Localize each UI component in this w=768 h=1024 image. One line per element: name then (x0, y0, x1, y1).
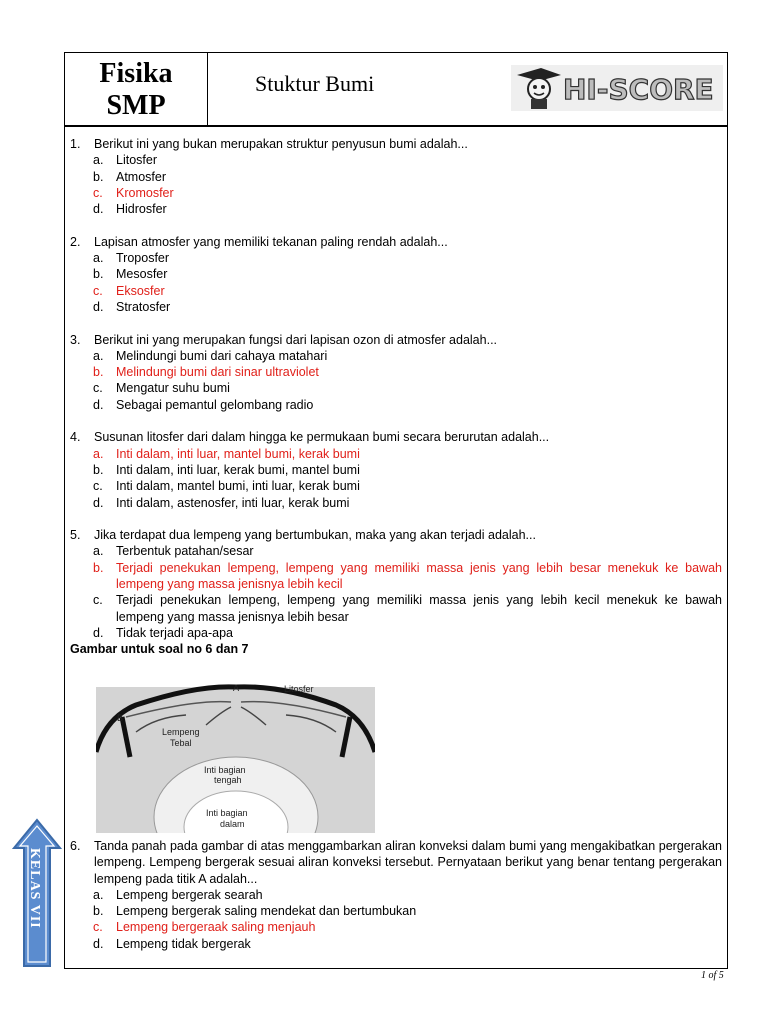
kelas-vii-arrow (12, 818, 62, 968)
answer-option (70, 299, 722, 315)
answer-option (70, 266, 722, 282)
question-block (70, 332, 722, 413)
option-text: Terbentuk patahan/sesar (116, 544, 254, 559)
subject-level: SMP (106, 90, 166, 121)
option-text: Lempeng tidak bergerak (116, 936, 251, 951)
question-text: Tanda panah pada gambar di atas menggambarkan aliran konveksi dalam bumi yang mengakibatkan pergerakan lempeng. Lempeng bergerak sesuai aliran konveksi tersebut. Pernyataan berikut yang benar tentang pergerakan lempeng pada titik A adalah... (94, 839, 722, 886)
option-text: Inti dalam, inti luar, mantel bumi, kerak bumi (116, 446, 360, 461)
figure-caption: Gambar untuk soal no 6 dan 7 (70, 642, 249, 657)
option-letter: a. (93, 153, 104, 168)
answer-option-correct (70, 364, 722, 380)
answer-option (70, 250, 722, 266)
label-a: A (233, 683, 240, 693)
option-text: Lempeng bergerak searah (116, 887, 263, 902)
question-number: 4. (70, 430, 81, 445)
option-text: Inti dalam, inti luar, kerak bumi, mantel bumi (116, 462, 360, 477)
question-stem (70, 136, 722, 152)
answer-option (70, 625, 722, 641)
option-letter: a. (93, 887, 104, 902)
question-block (70, 429, 722, 510)
label-inti-tengah-2: tengah (214, 775, 242, 785)
question-stem (70, 527, 722, 543)
question-stem (70, 234, 722, 250)
option-letter: b. (93, 267, 104, 282)
logo-text: HI-SCORE (563, 73, 714, 106)
option-letter: b. (93, 560, 104, 575)
option-letter: a. (93, 348, 104, 363)
questions-part-b (70, 838, 722, 952)
label-litosfer: Litosfer (284, 684, 314, 694)
answer-option (70, 201, 722, 217)
option-text: Eksosfer (116, 283, 165, 298)
earth-structure-diagram (96, 657, 375, 833)
option-letter: d. (93, 397, 104, 412)
option-text: Lempeng bergeraak saling menjauh (116, 920, 316, 935)
option-letter: b. (93, 365, 104, 380)
answer-option (70, 936, 722, 952)
question-gap (70, 413, 722, 429)
option-text: Lempeng bergerak saling mendekat dan bertumbukan (116, 904, 417, 919)
option-letter: a. (93, 544, 104, 559)
answer-option-correct (70, 446, 722, 462)
question-list (70, 136, 722, 658)
option-text: Stratosfer (116, 299, 171, 314)
question-text: Berikut ini yang merupakan fungsi dari lapisan ozon di atmosfer adalah... (94, 332, 498, 347)
option-letter: c. (93, 920, 103, 935)
label-tebal: Tebal (170, 738, 192, 748)
question-text: Lapisan atmosfer yang memiliki tekanan paling rendah adalah... (94, 234, 448, 249)
option-text: Atmosfer (116, 169, 167, 184)
question-number: 3. (70, 332, 81, 347)
hi-score-logo (511, 65, 723, 111)
question-number: 2. (70, 234, 81, 249)
option-text: Litosfer (116, 153, 157, 168)
question-stem (70, 332, 722, 348)
answer-option (70, 495, 722, 511)
option-text: Melindungi bumi dari sinar ultraviolet (116, 365, 319, 380)
option-letter: c. (93, 283, 103, 298)
answer-option (70, 592, 722, 625)
question-text: Berikut ini yang bukan merupakan struktur penyusun bumi adalah... (94, 137, 468, 151)
option-letter: c. (93, 185, 103, 200)
option-text: Mesosfer (116, 267, 168, 282)
questions-part-a (70, 136, 722, 641)
option-letter: d. (93, 495, 104, 510)
option-text: Hidrosfer (116, 202, 167, 217)
answer-option-correct (70, 283, 722, 299)
answer-option (70, 169, 722, 185)
question-block (70, 234, 722, 315)
question-block (70, 527, 722, 641)
answer-option (70, 348, 722, 364)
label-inti-dalam-1: Inti bagian (206, 808, 248, 818)
question-number: 6. (70, 839, 81, 853)
page-title: Stuktur Bumi (255, 71, 375, 96)
answer-option (70, 478, 722, 494)
option-text: Melindungi bumi dari cahaya matahari (116, 348, 328, 363)
question-gap (70, 511, 722, 527)
question-stem (70, 838, 722, 887)
option-letter: c. (93, 593, 103, 608)
answer-option (70, 903, 722, 919)
answer-option (70, 152, 722, 168)
question-block (70, 136, 722, 217)
option-letter: a. (93, 251, 104, 266)
label-lempeng: Lempeng (162, 727, 200, 737)
answer-option-correct (70, 560, 722, 593)
option-text: Terjadi penekukan lempeng, lempeng yang memiliki massa jenis yang lebih kecil menekuk ke bawah lempeng yang massa jenisnya lebih besar (116, 593, 722, 624)
option-letter: d. (93, 202, 104, 217)
option-text: Troposfer (116, 251, 170, 266)
subject-title: Fisika (99, 58, 173, 89)
option-letter: d. (93, 936, 104, 951)
answer-option (70, 380, 722, 396)
option-text: Mengatur suhu bumi (116, 381, 230, 396)
header (65, 53, 727, 127)
question-number: 1. (70, 137, 81, 151)
question-text: Susunan litosfer dari dalam hingga ke permukaan bumi secara berurutan adalah... (94, 430, 550, 445)
question-block (70, 838, 722, 952)
option-text: Inti dalam, astenosfer, inti luar, kerak bumi (116, 495, 350, 510)
question-text: Jika terdapat dua lempeng yang bertumbukan, maka yang akan terjadi adalah... (94, 528, 536, 543)
question-gap (70, 315, 722, 331)
option-text: Tidak terjadi apa-apa (116, 625, 233, 640)
answer-option (70, 543, 722, 559)
option-letter: a. (93, 446, 104, 461)
question-stem (70, 429, 722, 445)
class-label: KELAS VII (27, 848, 42, 929)
option-letter: d. (93, 299, 104, 314)
answer-option-correct (70, 185, 722, 201)
option-letter: b. (93, 462, 104, 477)
label-inti-tengah-1: Inti bagian (204, 765, 246, 775)
subject-box (65, 53, 208, 125)
answer-option (70, 887, 722, 903)
question-number: 5. (70, 528, 81, 543)
label-inti-dalam-2: dalam (220, 819, 245, 829)
option-text: Kromosfer (116, 185, 174, 200)
option-letter: c. (93, 479, 103, 494)
answer-option (70, 397, 722, 413)
answer-option (70, 462, 722, 478)
option-letter: d. (93, 625, 104, 640)
option-letter: b. (93, 169, 104, 184)
option-text: Terjadi penekukan lempeng, lempeng yang memiliki massa jenis yang lebih besar menekuk ke bawah lempeng yang massa jenisnya lebih kecil (116, 560, 722, 592)
answer-option-correct (70, 919, 722, 935)
option-text: Sebagai pemantul gelombang radio (116, 397, 314, 412)
option-letter: b. (93, 904, 104, 919)
label-b: B (117, 713, 124, 723)
page-number: 1 of 5 (701, 970, 724, 981)
option-letter: c. (93, 381, 103, 396)
question-list-part-b (70, 838, 722, 952)
question-gap (70, 217, 722, 233)
option-text: Inti dalam, mantel bumi, inti luar, kerak bumi (116, 479, 360, 494)
